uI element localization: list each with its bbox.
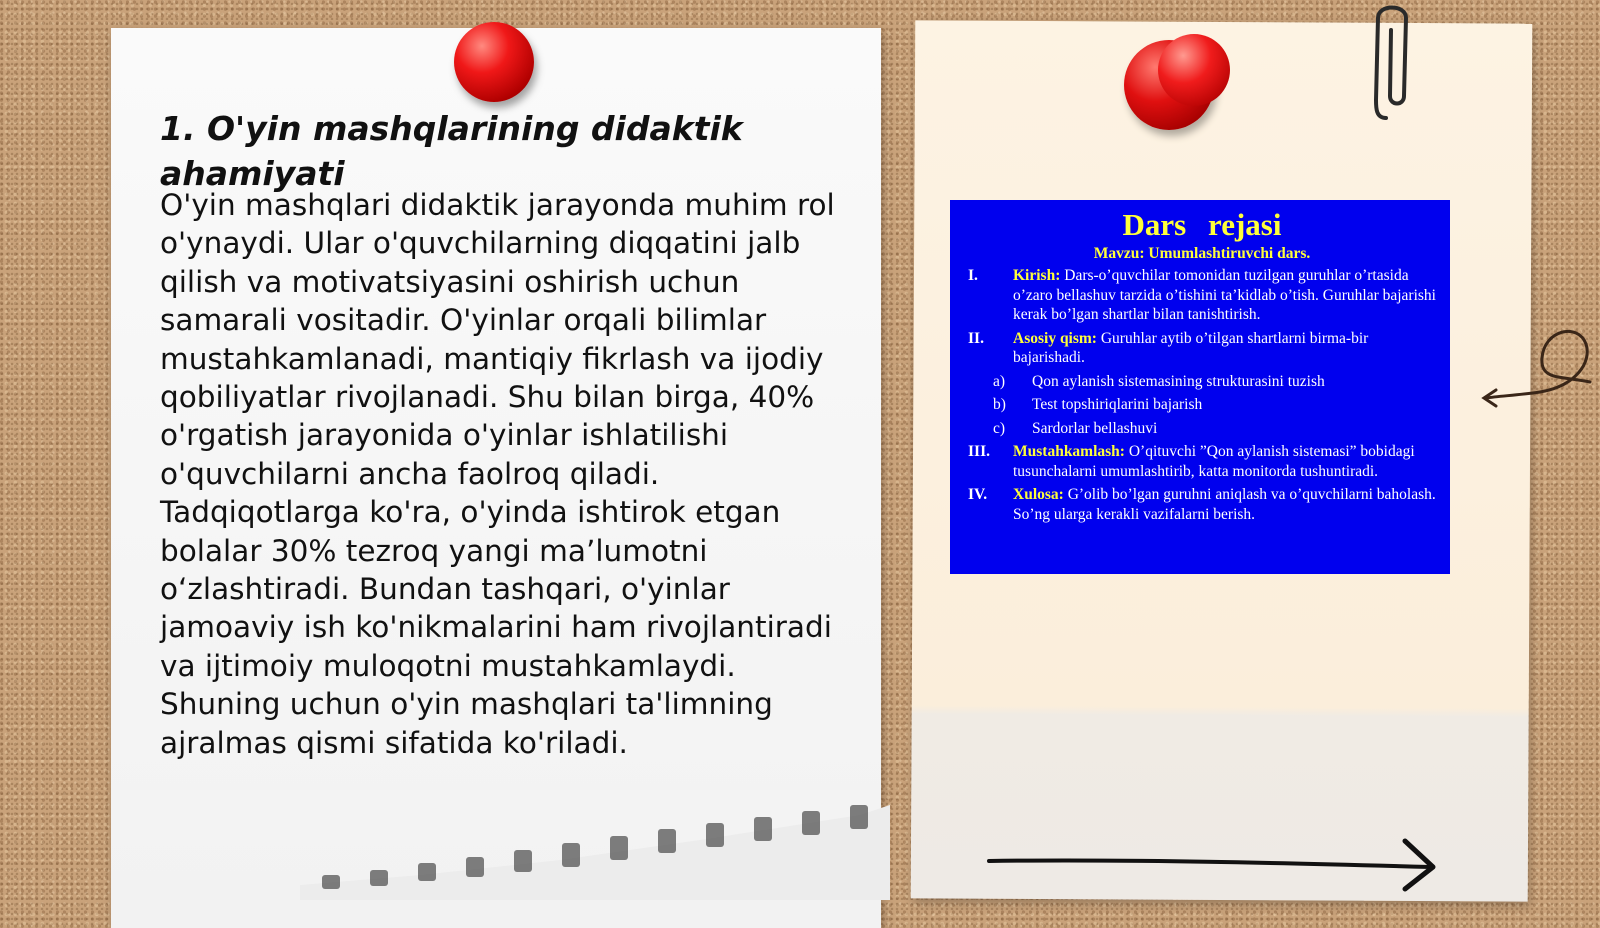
plan-item xyxy=(968,329,1436,368)
plan-subitem xyxy=(968,372,1436,392)
plan-subitem-text: Test topshiriqlarini bajarish xyxy=(1032,396,1203,413)
plan-subtitle: Mavzu: Umumlashtiruvchi dars. xyxy=(1093,245,1311,262)
plan-item-number: III. xyxy=(968,443,990,460)
plan-item xyxy=(968,442,1436,481)
plan-item-key: Asosiy qism: xyxy=(1013,329,1097,347)
paper-clip-icon xyxy=(1372,0,1422,125)
plan-item-text: G’olib bo’lgan guruhni aniqlash va o’quvchilarni baholash. So’ng ularga kerakli vazifalarni berish. xyxy=(1013,486,1436,523)
body-paragraph: O'yin mashqlari didaktik jarayonda muhim rol o'ynaydi. Ular o'quvchilarning diqqatini jalb qilish va motivatsiyasini oshirish uchun samarali vositadir. O'yinlar orqali bilimlar mustahkamlanadi, mantiqiy fikrlash va ijodiy qobiliyatlar rivojlanadi. Shu bilan birga, 40% o'rgatish jarayonida o'yinlar ishlatilishi o'quvchilarni ancha faolroq qiladi. Tadqiqotlarga ko'ra, o'yinda ishtirok etgan bolalar 30% tezroq yangi ma’lumotni o‘zlashtiradi. Bundan tashqari, o'yinlar jamoaviy ish ko'nikmalarini ham rivojlantiradi va ijtimoiy muloqotni mustahkamlaydi. Shuning uchun o'yin mashqlari ta'limning ajralmas qismi sifatida ko'riladi. xyxy=(160,188,835,760)
plan-subitem xyxy=(968,419,1436,439)
plan-item-key: Kirish: xyxy=(1013,267,1061,284)
plan-subitem-letter: c) xyxy=(993,419,1006,437)
plan-item-key: Xulosa: xyxy=(1013,486,1064,503)
plan-item-number: II. xyxy=(968,329,984,347)
plan-subitem-letter: b) xyxy=(993,396,1006,413)
plan-subitem-letter: a) xyxy=(993,372,1006,390)
page-heading: 1. O'yin mashqlarining didaktik ahamiyati xyxy=(160,109,743,193)
plan-item xyxy=(968,485,1436,524)
torn-paper-edge xyxy=(300,805,890,900)
long-arrow-icon xyxy=(985,835,1445,895)
plan-item-text: Dars-o’quvchilar tomonidan tuzilgan guruhlar o’rtasida o’zaro bellashuv tarzida o’tishini ta’kidlab o’tish. Guruhlar bajarishi kerak bo’lgan shartlar bilan tanishtirish. xyxy=(1013,267,1436,323)
plan-subitem-text: Sardorlar bellashuvi xyxy=(1032,419,1158,437)
plan-item-number: IV. xyxy=(968,486,988,503)
lesson-plan-panel xyxy=(950,200,1450,574)
plan-item-text: Guruhlar aytib o’tilgan shartlarni birma-bir bajarishadi. xyxy=(1013,329,1369,366)
push-pin-icon xyxy=(1158,34,1230,106)
plan-title: Dars rejasi xyxy=(1122,207,1282,242)
plan-item-key: Mustahkamlash: xyxy=(1013,443,1125,460)
push-pin-icon xyxy=(454,22,534,102)
plan-item-text: O’qituvchi ”Qon aylanish sistemasi” bobidagi tusunchalarni umumlashtirib, katta monitorda tushuntiradi. xyxy=(1013,443,1415,480)
plan-subitem-text: Qon aylanish sistemasining strukturasini tuzish xyxy=(1032,372,1325,390)
plan-item xyxy=(968,266,1436,325)
plan-subitem xyxy=(968,395,1436,415)
squiggle-arrow-icon xyxy=(1480,310,1600,410)
plan-item-number: I. xyxy=(968,267,978,284)
